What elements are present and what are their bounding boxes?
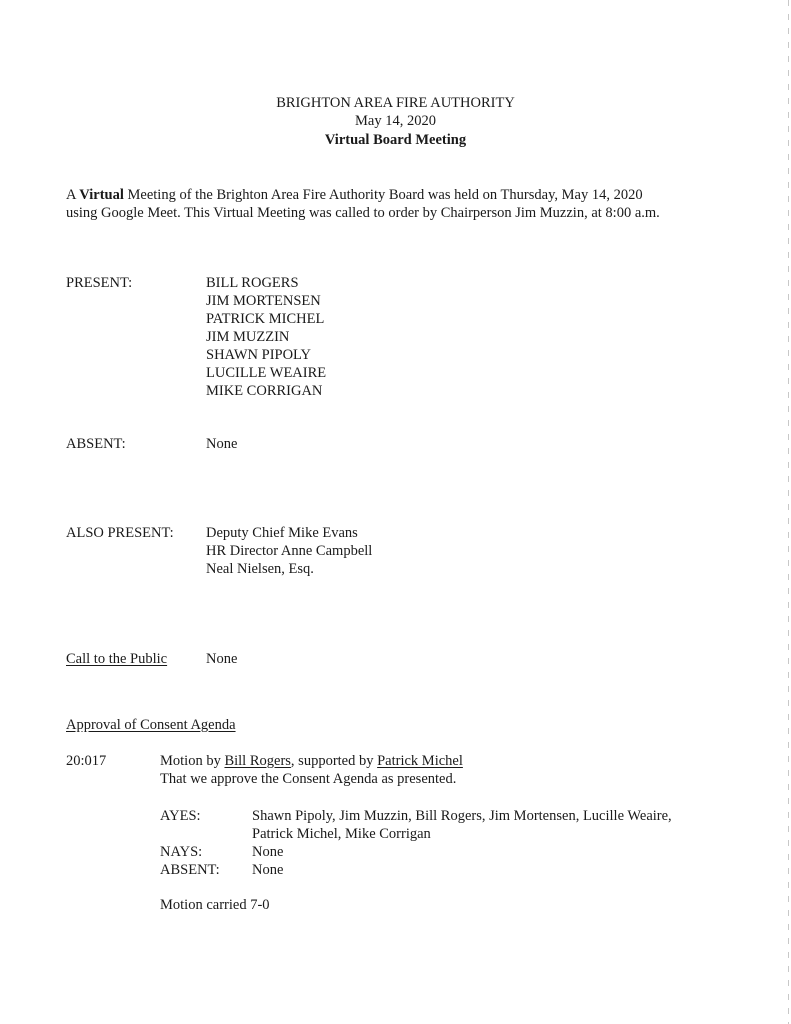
nays-label: NAYS: [160, 844, 203, 860]
scan-edge-line [788, 0, 789, 1024]
motion-supported-text: , supported by [290, 753, 378, 769]
motion-absent-label: ABSENT: [160, 862, 220, 878]
call-to-public-label: Call to the Public [66, 651, 168, 667]
meeting-type: Virtual Board Meeting [324, 132, 467, 148]
present-member: BILL ROGERS [206, 275, 299, 291]
motion-result: Motion carried 7-0 [160, 897, 270, 913]
intro-bold-word: Virtual [79, 187, 124, 203]
present-member: LUCILLE WEAIRE [206, 365, 327, 381]
motion-prefix: Motion by [160, 753, 225, 769]
intro-line-2: using Google Meet. This Virtual Meeting was called to order by Chairperson Jim Muzzin, at 8:00 a.m. [66, 205, 660, 221]
present-member: JIM MUZZIN [206, 329, 290, 345]
motion-supporter: Patrick Michel [377, 753, 463, 769]
present-member: SHAWN PIPOLY [206, 347, 311, 363]
motion-line [160, 752, 463, 770]
present-member: MIKE CORRIGAN [206, 383, 323, 399]
present-list [206, 274, 326, 400]
motion-mover: Bill Rogers [224, 753, 291, 769]
motion-number: 20:017 [66, 753, 107, 769]
ayes-line-2: Patrick Michel, Mike Corrigan [252, 826, 431, 842]
absent-value: None [206, 436, 238, 452]
present-member: JIM MORTENSEN [206, 293, 321, 309]
call-to-public-value: None [206, 651, 238, 667]
consent-agenda-heading: Approval of Consent Agenda [66, 717, 236, 733]
ayes-line-1: Shawn Pipoly, Jim Muzzin, Bill Rogers, Jim Mortensen, Lucille Weaire, [252, 808, 672, 824]
present-member: PATRICK MICHEL [206, 311, 325, 327]
nays-value: None [252, 844, 284, 860]
also-present-list [206, 524, 372, 578]
org-title: BRIGHTON AREA FIRE AUTHORITY [276, 95, 515, 111]
intro-prefix: A [66, 187, 80, 203]
meeting-date: May 14, 2020 [355, 113, 436, 129]
motion-absent-value: None [252, 862, 284, 878]
ayes-label: AYES: [160, 808, 201, 824]
intro-line-1 [66, 186, 643, 204]
also-present-person: Deputy Chief Mike Evans [206, 525, 358, 541]
intro-line1-rest: Meeting of the Brighton Area Fire Authority Board was held on Thursday, May 14, 2020 [123, 187, 643, 203]
motion-text: That we approve the Consent Agenda as presented. [160, 771, 457, 787]
present-label: PRESENT: [66, 275, 133, 291]
also-present-person: HR Director Anne Campbell [206, 543, 373, 559]
absent-label: ABSENT: [66, 436, 126, 452]
also-present-person: Neal Nielsen, Esq. [206, 561, 314, 577]
also-present-label: ALSO PRESENT: [66, 525, 174, 541]
